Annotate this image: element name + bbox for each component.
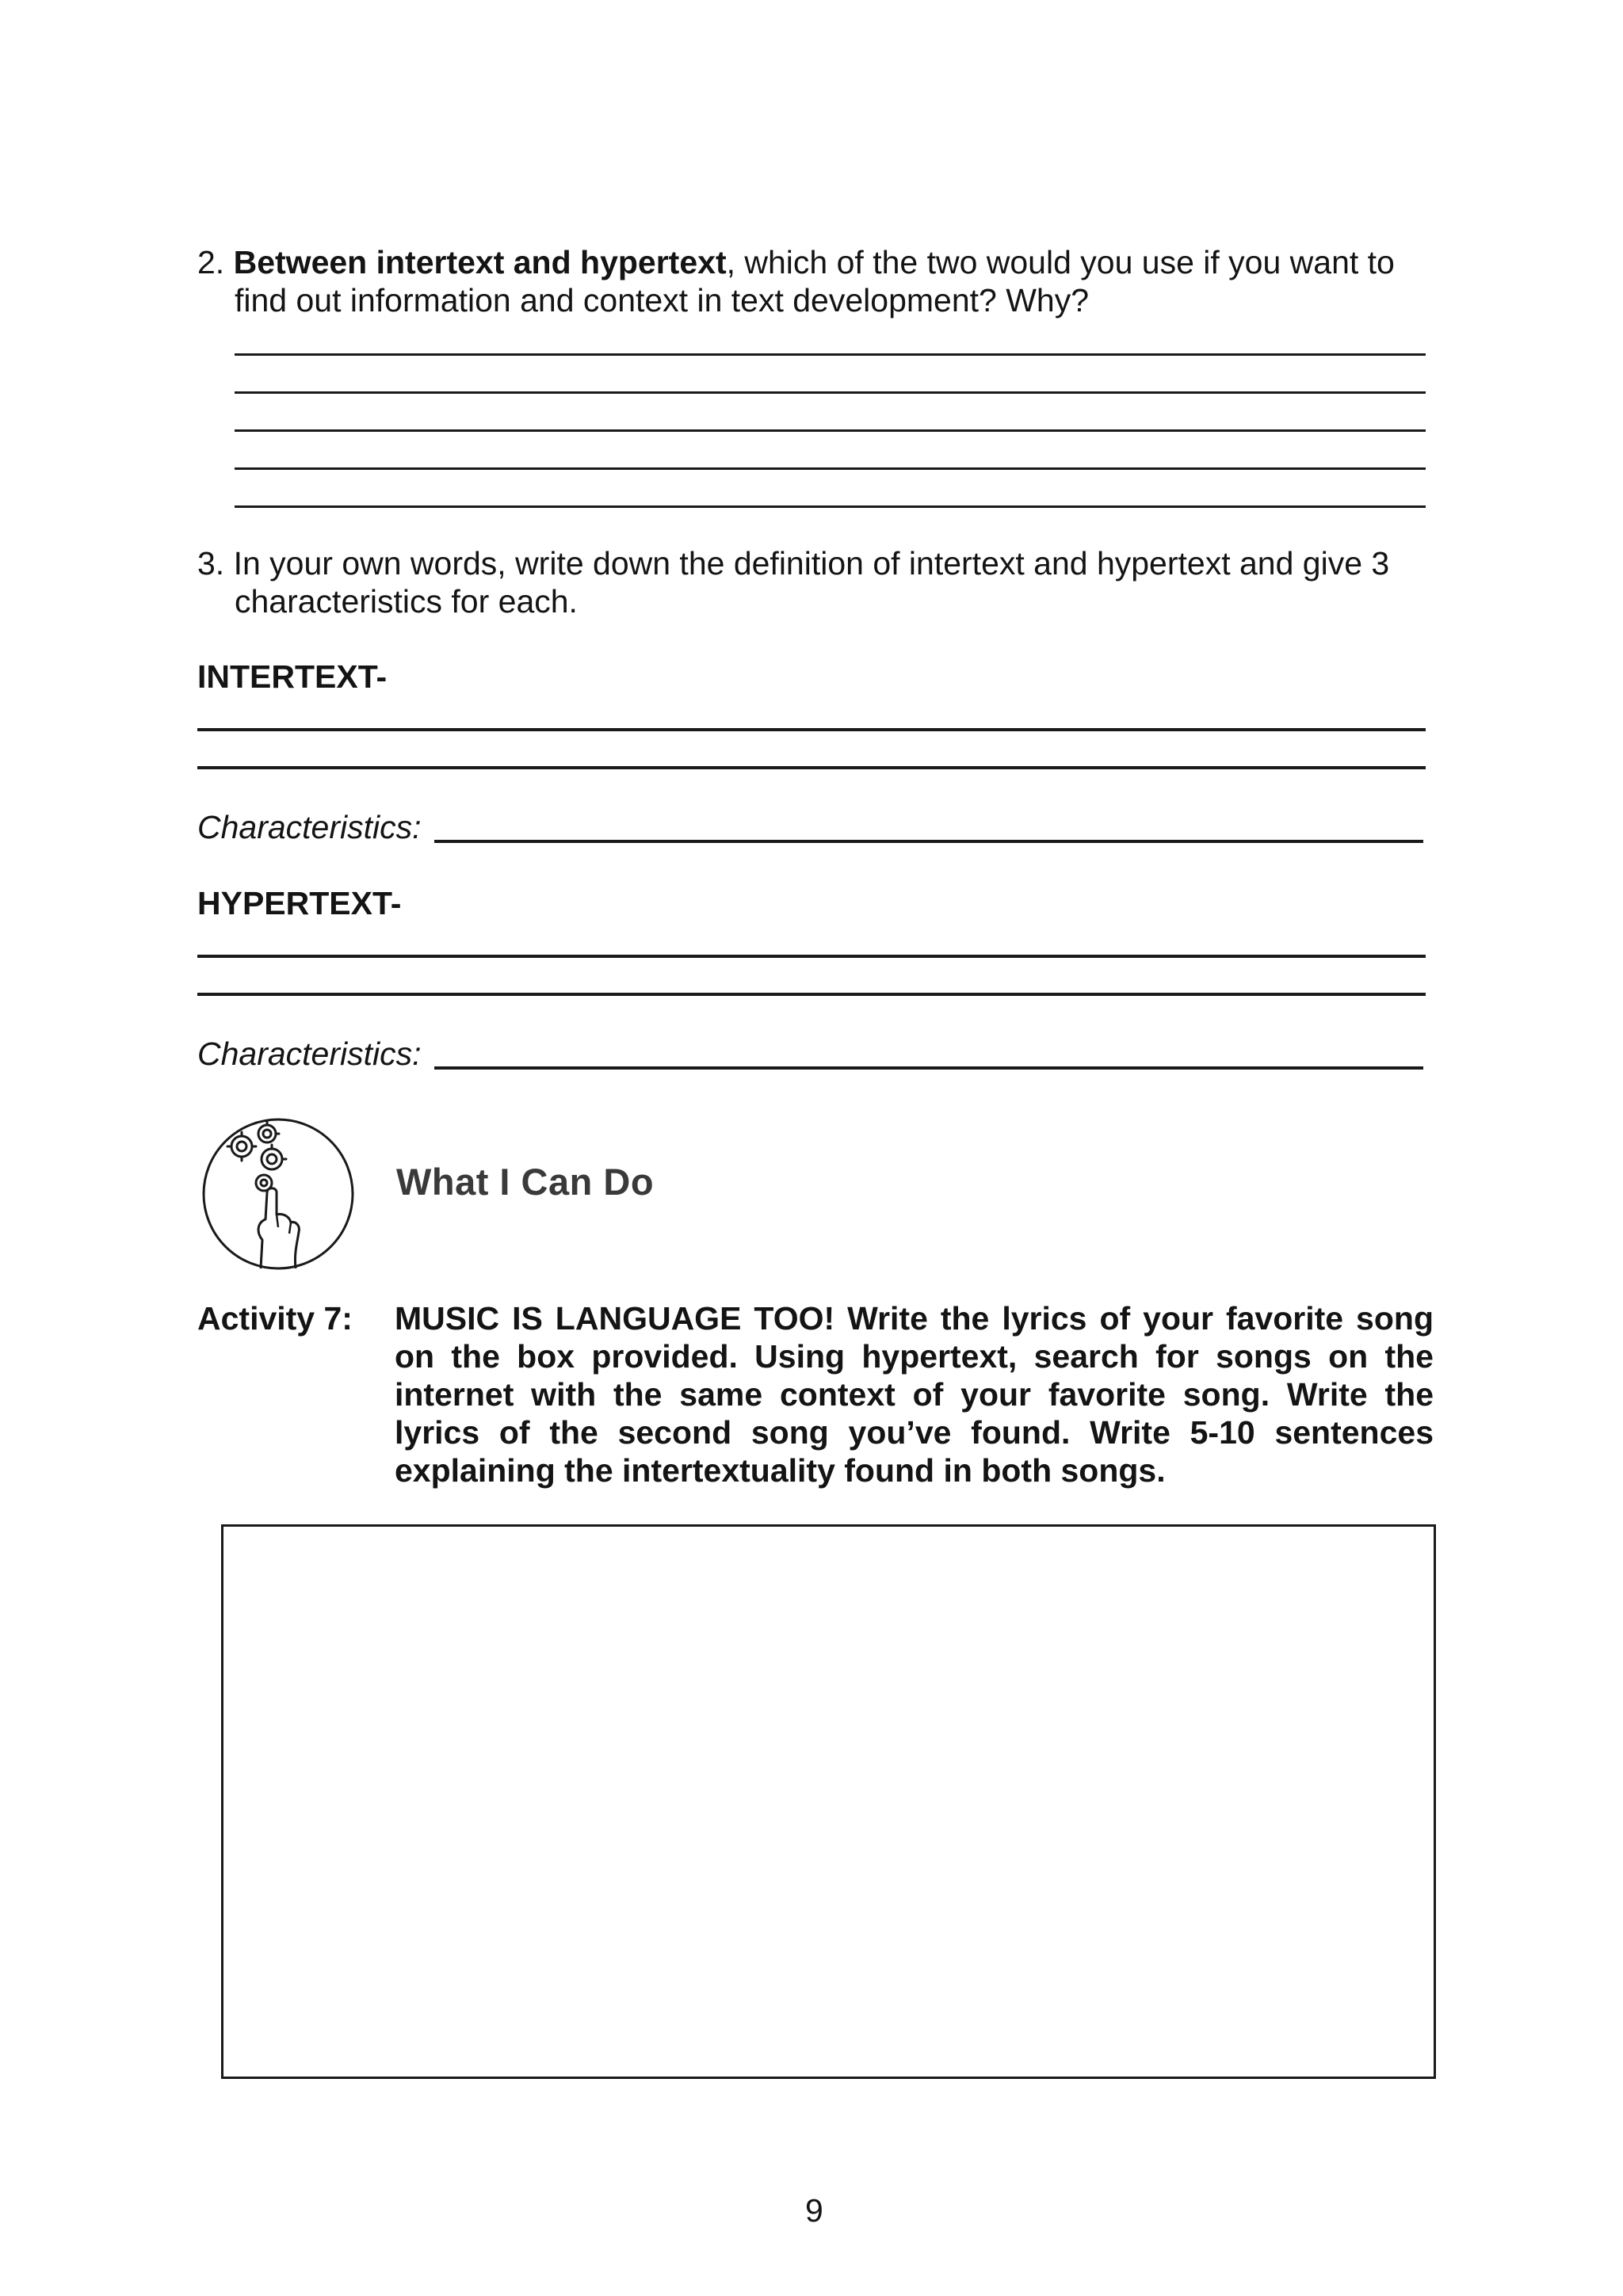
intertext-answer-line[interactable] (197, 728, 1426, 731)
hypertext-characteristics-label: Characteristics: (197, 1035, 422, 1072)
intertext-label: INTERTEXT- (197, 658, 388, 695)
answer-line[interactable] (235, 429, 1426, 432)
question-2-line-2: find out information and context in text development? Why? (235, 282, 1090, 318)
intertext-characteristics-line[interactable] (434, 840, 1423, 843)
page-number: 9 (805, 2192, 823, 2229)
lyrics-answer-box[interactable] (221, 1524, 1436, 2079)
question-2-text-1: , which of the two would you use if you want to (726, 244, 1395, 280)
question-2-bold-lead: Between intertext and hypertext (233, 244, 727, 280)
intertext-answer-line[interactable] (197, 766, 1426, 769)
answer-line[interactable] (235, 467, 1426, 470)
section-title: What I Can Do (396, 1161, 655, 1203)
hypertext-characteristics-line[interactable] (434, 1066, 1423, 1070)
intertext-characteristics-label: Characteristics: (197, 809, 422, 845)
answer-line[interactable] (235, 353, 1426, 356)
activity-instructions: MUSIC IS LANGUAGE TOO! Write the lyrics of your favorite song on the box provided. Using hypertext, search for songs on the internet with the same context of your favorite song. Write the lyrics of the second song you’ve found. Write 5-10 sentences explaining the intertextuality found in both songs. (395, 1300, 1434, 1489)
question-2-line-1 (197, 243, 1395, 281)
activity-label: Activity 7: (197, 1300, 353, 1337)
answer-line[interactable] (235, 505, 1426, 508)
hypertext-answer-line[interactable] (197, 955, 1426, 958)
question-3-line-2: characteristics for each. (235, 583, 578, 620)
hypertext-label: HYPERTEXT- (197, 885, 402, 921)
question-3-line-1: 3. In your own words, write down the definition of intertext and hypertext and give 3 (197, 545, 1390, 582)
question-2-number: 2. (197, 244, 225, 280)
hand-with-gears-icon (200, 1113, 357, 1272)
answer-line[interactable] (235, 391, 1426, 394)
hypertext-answer-line[interactable] (197, 993, 1426, 996)
